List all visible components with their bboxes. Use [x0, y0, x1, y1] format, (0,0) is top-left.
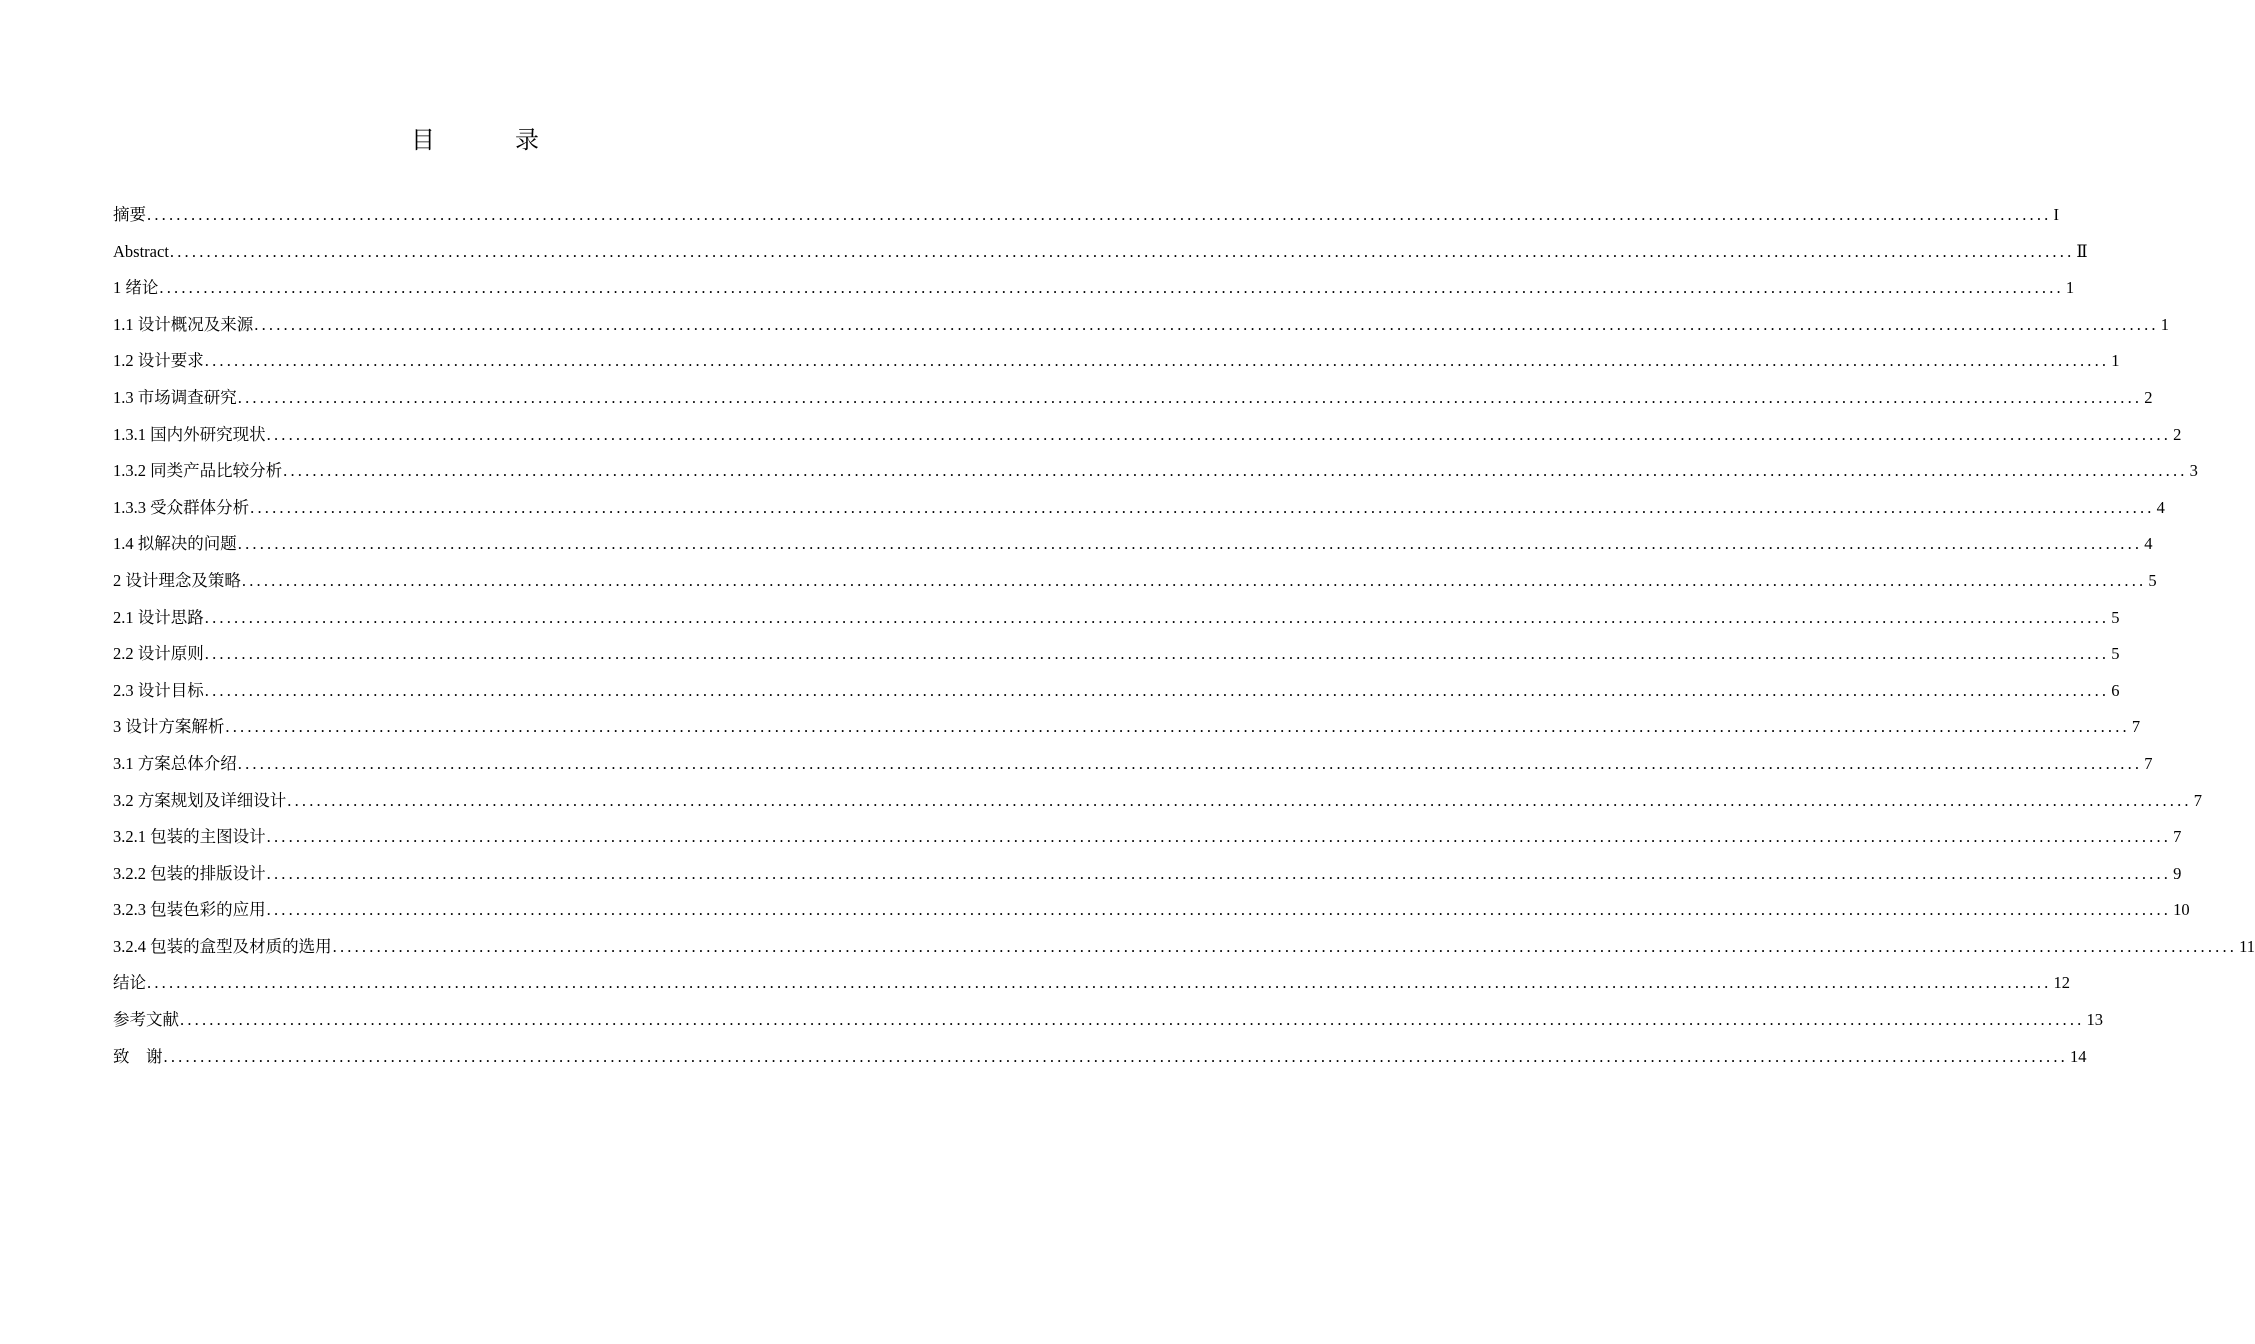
toc-entry-label: 1.3.3 受众群体分析: [113, 497, 250, 517]
toc-list: [113, 197, 2255, 1075]
toc-leader-dots: ....................................................................................................................................................................................................................................................................: [332, 936, 2238, 956]
toc-entry-page-number: 7: [2173, 827, 2182, 847]
toc-entry[interactable]: [113, 600, 2120, 637]
toc-leader-dots: ....................................................................................................................................................................................................................................................................: [147, 973, 2052, 993]
toc-entry-label: 致 谢: [113, 1046, 163, 1066]
toc-entry-label: 3.2.4 包装的盒型及材质的选用: [113, 936, 332, 956]
toc-entry-page-number: 4: [2156, 497, 2165, 517]
toc-entry[interactable]: [113, 673, 2120, 710]
toc-entry-label: 1.3 市场调查研究: [113, 387, 237, 407]
toc-entry-page-number: I: [2053, 205, 2059, 224]
toc-leader-dots: ....................................................................................................................................................................................................................................................................: [169, 241, 2075, 261]
toc-entry-label: 2.1 设计思路: [113, 607, 204, 627]
toc-leader-dots: ....................................................................................................................................................................................................................................................................: [237, 534, 2143, 554]
toc-leader-dots: ....................................................................................................................................................................................................................................................................: [204, 680, 2110, 700]
toc-leader-dots: ....................................................................................................................................................................................................................................................................: [163, 1046, 2068, 1066]
toc-entry-label: 3.2.3 包装色彩的应用: [113, 900, 266, 920]
toc-entry-page-number: 12: [2053, 973, 2070, 993]
toc-leader-dots: ....................................................................................................................................................................................................................................................................: [204, 351, 2110, 371]
toc-entry-page-number: 1: [2111, 351, 2120, 371]
toc-entry[interactable]: [113, 892, 2190, 929]
toc-entry[interactable]: [113, 234, 2088, 271]
toc-entry-label: 2.3 设计目标: [113, 680, 204, 700]
toc-entry-page-number: 7: [2144, 753, 2153, 773]
toc-leader-dots: ....................................................................................................................................................................................................................................................................: [159, 278, 2064, 298]
toc-entry-label: 摘要: [113, 205, 146, 224]
toc-entry[interactable]: [113, 783, 2202, 820]
toc-leader-dots: ....................................................................................................................................................................................................................................................................: [287, 790, 2192, 810]
toc-entry-label: 1 绪论: [113, 278, 159, 298]
toc-entry-page-number: 3: [2189, 461, 2198, 481]
toc-entry[interactable]: [113, 1002, 2103, 1039]
toc-entry[interactable]: [113, 965, 2070, 1002]
toc-entry-page-number: 7: [2131, 717, 2141, 737]
toc-entry[interactable]: [113, 746, 2153, 783]
toc-entry[interactable]: [113, 307, 2169, 344]
toc-entry-page-number: 2: [2144, 387, 2153, 407]
toc-entry-label: 1.4 拟解决的问题: [113, 534, 237, 554]
page-title: 目 录: [411, 126, 567, 154]
toc-leader-dots: ....................................................................................................................................................................................................................................................................: [147, 205, 2052, 224]
toc-leader-dots: ....................................................................................................................................................................................................................................................................: [250, 497, 2155, 517]
toc-entry-page-number: 10: [2173, 900, 2190, 920]
toc-leader-dots: ....................................................................................................................................................................................................................................................................: [241, 570, 2147, 590]
toc-entry[interactable]: [113, 417, 2182, 454]
toc-entry-label: 1.2 设计要求: [113, 351, 204, 371]
toc-entry-page-number: Ⅱ: [2076, 241, 2088, 261]
toc-entry-page-number: 5: [2111, 644, 2120, 664]
toc-entry-label: 2.2 设计原则: [113, 644, 204, 664]
toc-entry-label: Abstract: [113, 241, 169, 261]
toc-leader-dots: ....................................................................................................................................................................................................................................................................: [254, 314, 2159, 334]
toc-entry-label: 1.1 设计概况及来源: [113, 314, 254, 334]
toc-entry-label: 3 设计方案解析: [113, 717, 225, 737]
toc-entry[interactable]: [113, 709, 2141, 746]
toc-entry-label: 2 设计理念及策略: [113, 570, 241, 590]
toc-entry-label: 3.2 方案规划及详细设计: [113, 790, 287, 810]
toc-entry-page-number: 1: [2160, 314, 2169, 334]
toc-entry[interactable]: [113, 490, 2165, 527]
toc-entry-label: 3.1 方案总体介绍: [113, 753, 237, 773]
toc-entry-label: 1.3.1 国内外研究现状: [113, 424, 266, 444]
toc-entry-label: 结论: [113, 973, 146, 993]
toc-entry[interactable]: [113, 563, 2157, 600]
toc-leader-dots: ....................................................................................................................................................................................................................................................................: [266, 424, 2172, 444]
toc-entry-page-number: 9: [2173, 863, 2182, 883]
toc-entry[interactable]: [113, 453, 2198, 490]
toc-entry-page-number: 11: [2239, 936, 2255, 956]
toc-entry-page-number: 5: [2111, 607, 2120, 627]
toc-entry[interactable]: [113, 856, 2182, 893]
toc-entry[interactable]: [113, 270, 2075, 307]
toc-leader-dots: ....................................................................................................................................................................................................................................................................: [266, 900, 2172, 920]
toc-entry-label: 1.3.2 同类产品比较分析: [113, 461, 283, 481]
toc-leader-dots: ....................................................................................................................................................................................................................................................................: [266, 827, 2172, 847]
toc-entry-page-number: 7: [2193, 790, 2202, 810]
toc-entry-label: 参考文献: [113, 1010, 179, 1030]
toc-leader-dots: ....................................................................................................................................................................................................................................................................: [225, 717, 2130, 737]
toc-entry-page-number: 1: [2065, 278, 2075, 298]
toc-leader-dots: ....................................................................................................................................................................................................................................................................: [204, 644, 2110, 664]
toc-entry-label: 3.2.2 包装的排版设计: [113, 863, 266, 883]
toc-entry-page-number: 6: [2111, 680, 2120, 700]
toc-leader-dots: ....................................................................................................................................................................................................................................................................: [180, 1010, 2085, 1030]
toc-entry[interactable]: [113, 1039, 2087, 1076]
toc-entry-page-number: 13: [2086, 1010, 2103, 1030]
toc-leader-dots: ....................................................................................................................................................................................................................................................................: [204, 607, 2110, 627]
toc-entry[interactable]: [113, 343, 2120, 380]
toc-entry-page-number: 4: [2144, 534, 2153, 554]
toc-leader-dots: ....................................................................................................................................................................................................................................................................: [266, 863, 2172, 883]
toc-entry[interactable]: [113, 819, 2182, 856]
toc-entry[interactable]: [113, 197, 2059, 234]
toc-entry[interactable]: [113, 526, 2153, 563]
toc-leader-dots: ....................................................................................................................................................................................................................................................................: [237, 753, 2143, 773]
toc-entry[interactable]: [113, 380, 2153, 417]
toc-entry-page-number: 14: [2070, 1046, 2087, 1066]
toc-entry-page-number: 2: [2173, 424, 2182, 444]
toc-entry-label: 3.2.1 包装的主图设计: [113, 827, 266, 847]
toc-entry[interactable]: [113, 636, 2120, 673]
toc-leader-dots: ....................................................................................................................................................................................................................................................................: [283, 461, 2188, 481]
toc-entry[interactable]: [113, 929, 2255, 966]
toc-leader-dots: ....................................................................................................................................................................................................................................................................: [237, 387, 2143, 407]
toc-entry-page-number: 5: [2148, 570, 2157, 590]
